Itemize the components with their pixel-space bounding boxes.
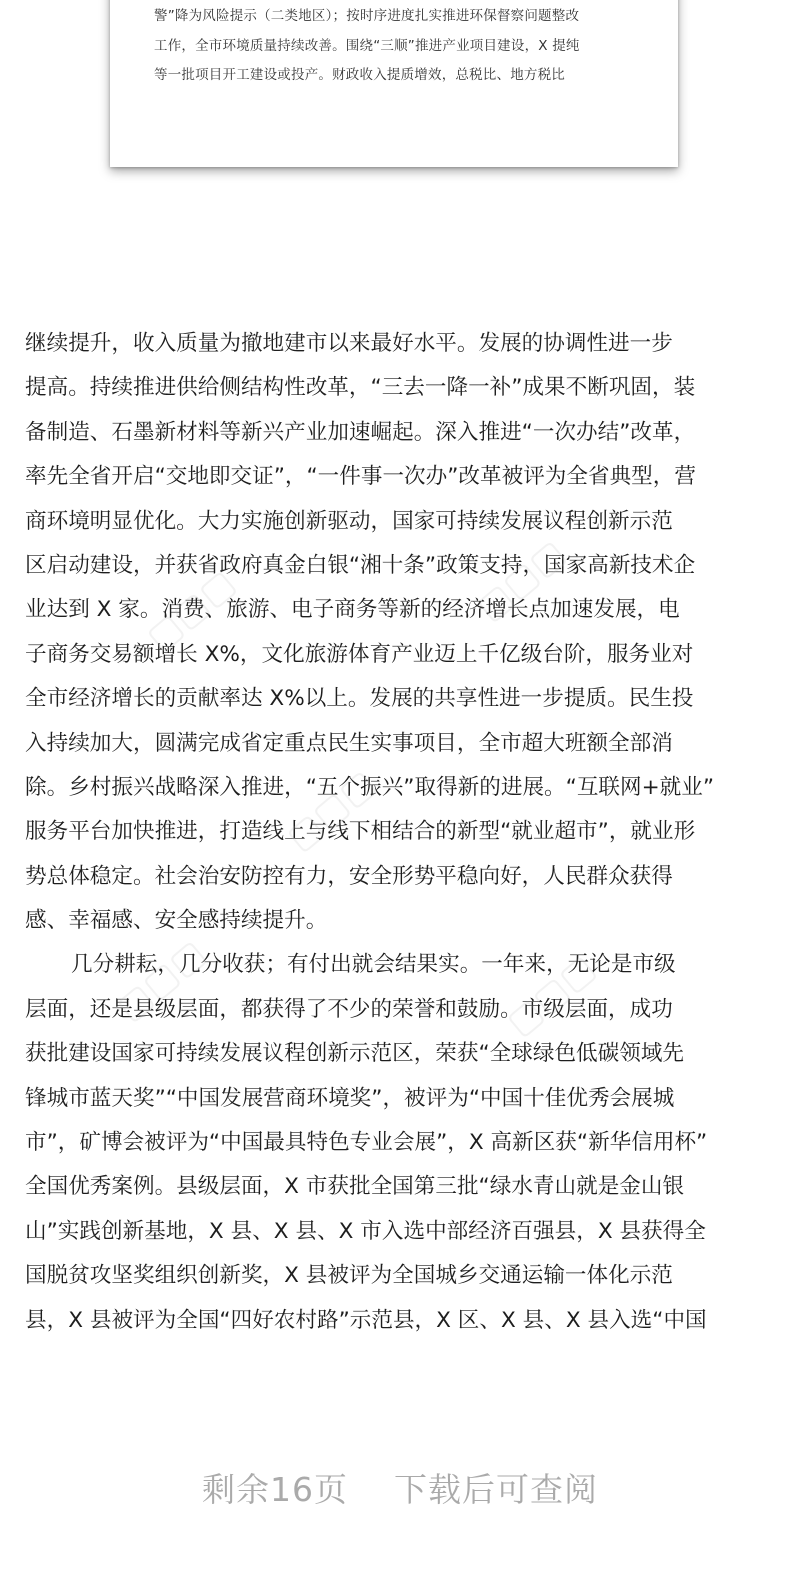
watermark-mark: ▢▢▢ [108, 931, 214, 1030]
text-line: 除。乡村振兴战略深入推进，“五个振兴”取得新的进展。“互联网+就业” [25, 774, 715, 800]
remaining-pages-count: 剩余16页 [202, 1470, 349, 1509]
watermark-mark: ▢▢▢ [468, 531, 574, 630]
text-line: 山”实践创新基地，X 县、X 县、X 市入选中部经济百强县，X 县获得全 [25, 1218, 706, 1244]
watermark-mark: ▢▢▢ [138, 561, 244, 660]
text-line: 继续提升，收入质量为撤地建市以来最好水平。发展的协调性进一步 [25, 331, 673, 356]
watermark-mark: ▢▢▢ [498, 946, 604, 1045]
text-line: 商环境明显优化。大力实施创新驱动，国家可持续发展议程创新示范 [25, 508, 673, 534]
text-line: 入持续加大，圆满完成省定重点民生实事项目，全市超大班额全部消 [25, 730, 673, 756]
text-line: 国脱贫攻坚奖组织创新奖，X 县被评为全国城乡交通运输一体化示范 [25, 1263, 673, 1289]
text-line: 感、幸福感、安全感持续提升。 [25, 908, 328, 934]
text-line: 率先全省开启“交地即交证”，“一件事一次办”改革被评为全省典型，营 [25, 464, 696, 490]
text-line: 子商务交易额增长 X%，文化旅游体育产业迈上千亿级台阶，服务业对 [25, 641, 694, 667]
text-line: 业达到 X 家。消费、旅游、电子商务等新的经济增长点加速发展，电 [25, 597, 680, 623]
text-line: 服务平台加快推进，打造线上与线下相结合的新型“就业超市”，就业形 [25, 819, 696, 845]
preview-page-card [110, 0, 678, 167]
preview-line: 工作，全市环境质量持续改善。围绕“三顺”推进产业项目建设，X 提纯 [154, 37, 580, 54]
text-line: 全国优秀案例。县级层面，X 市获批全国第三批“绿水青山就是金山银 [25, 1174, 685, 1200]
paragraph-start-line: 几分耕耘，几分收获；有付出就会结果实。一年来，无论是市级 [71, 952, 676, 978]
text-line: 势总体稳定。社会治安防控有力，安全形势平稳向好，人民群众获得 [25, 863, 673, 889]
text-line: 提高。持续推进供给侧结构性改革，“三去一降一补”成果不断巩固，装 [25, 375, 696, 401]
text-line: 区启动建设，并获省政府真金白银“湘十条”政策支持，国家高新技术企 [25, 552, 696, 578]
remaining-pages-notice [0, 1468, 800, 1512]
document-body [25, 322, 777, 1343]
text-line: 锋城市蓝天奖”“中国发展营商环境奖”，被评为“中国十佳优秀会展城 [25, 1085, 675, 1111]
text-line: 获批建设国家可持续发展议程创新示范区，荣获“全球绿色低碳领域先 [25, 1041, 685, 1067]
download-to-view-text: 下载后可查阅 [393, 1470, 598, 1509]
text-line: 备制造、石墨新材料等新兴产业加速崛起。深入推进“一次办结”改革， [25, 419, 696, 445]
text-line: 县，X 县被评为全国“四好农村路”示范县，X 区、X 县、X 县入选“中国 [25, 1307, 707, 1333]
preview-line: 等一批项目开工建设或投产。财政收入提质增效，总税比、地方税比 [154, 67, 565, 83]
text-line: 市”，矿博会被评为“中国最具特色专业会展”，X 高新区获“新华信用杯” [25, 1130, 708, 1156]
preview-line: 警”降为风险提示（二类地区）；按时序进度扎实推进环保督察问题整改 [154, 8, 580, 24]
text-line: 层面，还是县级层面，都获得了不少的荣誉和鼓励。市级层面，成功 [25, 996, 673, 1022]
text-line: 全市经济增长的贡献率达 X%以上。发展的共享性进一步提质。民生投 [25, 686, 694, 712]
watermark-mark: ▢▢▢ [278, 761, 384, 860]
